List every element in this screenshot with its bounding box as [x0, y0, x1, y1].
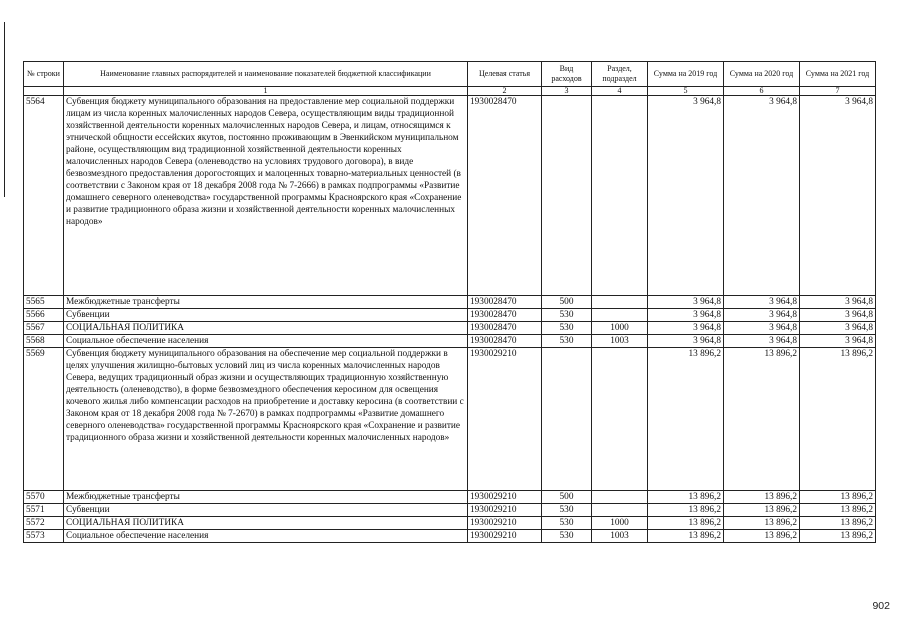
row-expense-type: 530 [542, 504, 592, 517]
row-sum-2019: 3 964,8 [648, 322, 724, 335]
row-sum-2021: 3 964,8 [800, 309, 876, 322]
row-section: 1000 [592, 517, 648, 530]
row-section [592, 491, 648, 504]
row-number: 5570 [24, 491, 64, 504]
row-target-article: 1930029210 [468, 530, 542, 543]
row-number: 5569 [24, 348, 64, 491]
row-number: 5566 [24, 309, 64, 322]
row-number: 5572 [24, 517, 64, 530]
row-expense-type [542, 96, 592, 296]
row-expense-type: 500 [542, 296, 592, 309]
table-row [24, 491, 876, 504]
row-name: Субвенция бюджету муниципального образования на предоставление мер социальной поддержки лицам из числа коренных малочисленных народов Севера, осуществляющим виды традиционной хозяйственной деятельности коренных малочисленных народов Севера, и лицам, относящимся к этнической общности ессейских якутов, постоянно проживающим в Эвенкийском муниципальном районе, осуществляющим вид традиционной хозяйственной деятельности коренных малочисленных народов Севера (оленеводство на условиях трудового договора), в виде безвозмездного предоставления дорогостоящих и малоценных товарно-материальных ценностей (в соответствии с Законом края от 18 декабря 2008 года № 7-2666) в рамках подпрограммы «Развитие домашнего северного оленеводства» государственной программы Красноярского края «Сохранение и развитие традиционного образа жизни и хозяйственной деятельности коренных малочисленных народов» [64, 96, 468, 296]
column-number [24, 87, 64, 96]
row-name: Субвенции [64, 309, 468, 322]
column-number: 3 [542, 87, 592, 96]
row-sum-2020: 3 964,8 [724, 96, 800, 296]
budget-table [23, 61, 876, 543]
row-sum-2021: 3 964,8 [800, 322, 876, 335]
row-sum-2019: 3 964,8 [648, 309, 724, 322]
table-header-row [24, 62, 876, 87]
row-target-article: 1930028470 [468, 322, 542, 335]
row-target-article: 1930028470 [468, 309, 542, 322]
row-section [592, 504, 648, 517]
row-target-article: 1930029210 [468, 517, 542, 530]
row-number: 5571 [24, 504, 64, 517]
table-row [24, 530, 876, 543]
column-number: 2 [468, 87, 542, 96]
column-number: 6 [724, 87, 800, 96]
column-number-row [24, 87, 876, 96]
row-number: 5573 [24, 530, 64, 543]
page-number: 902 [872, 600, 890, 612]
row-expense-type: 530 [542, 322, 592, 335]
row-target-article: 1930029210 [468, 491, 542, 504]
row-sum-2020: 13 896,2 [724, 517, 800, 530]
row-sum-2020: 3 964,8 [724, 335, 800, 348]
row-name: Межбюджетные трансферты [64, 491, 468, 504]
row-name: Субвенции [64, 504, 468, 517]
row-sum-2019: 3 964,8 [648, 296, 724, 309]
table-row [24, 296, 876, 309]
table-row [24, 309, 876, 322]
header-section: Раздел, подраздел [592, 62, 648, 87]
header-sum-2020: Сумма на 2020 год [724, 62, 800, 87]
table-row [24, 517, 876, 530]
row-sum-2021: 13 896,2 [800, 530, 876, 543]
row-section: 1003 [592, 530, 648, 543]
row-target-article: 1930028470 [468, 96, 542, 296]
column-number: 1 [64, 87, 468, 96]
column-number: 7 [800, 87, 876, 96]
row-sum-2019: 13 896,2 [648, 530, 724, 543]
row-sum-2020: 13 896,2 [724, 530, 800, 543]
row-name: СОЦИАЛЬНАЯ ПОЛИТИКА [64, 517, 468, 530]
row-sum-2020: 3 964,8 [724, 309, 800, 322]
row-sum-2020: 3 964,8 [724, 296, 800, 309]
row-sum-2021: 13 896,2 [800, 504, 876, 517]
row-sum-2021: 13 896,2 [800, 348, 876, 491]
row-sum-2019: 13 896,2 [648, 517, 724, 530]
column-number: 5 [648, 87, 724, 96]
row-expense-type [542, 348, 592, 491]
row-sum-2019: 3 964,8 [648, 335, 724, 348]
row-sum-2021: 13 896,2 [800, 517, 876, 530]
row-sum-2021: 3 964,8 [800, 296, 876, 309]
row-expense-type: 530 [542, 335, 592, 348]
row-name: Социальное обеспечение населения [64, 530, 468, 543]
row-section: 1000 [592, 322, 648, 335]
row-target-article: 1930029210 [468, 348, 542, 491]
row-expense-type: 530 [542, 517, 592, 530]
row-target-article: 1930029210 [468, 504, 542, 517]
row-sum-2020: 13 896,2 [724, 491, 800, 504]
row-sum-2020: 3 964,8 [724, 322, 800, 335]
row-target-article: 1930028470 [468, 335, 542, 348]
row-section [592, 348, 648, 491]
table-row [24, 96, 876, 296]
table-row [24, 348, 876, 491]
header-row-number: № строки [24, 62, 64, 87]
row-expense-type: 530 [542, 309, 592, 322]
row-number: 5568 [24, 335, 64, 348]
row-section: 1003 [592, 335, 648, 348]
row-number: 5564 [24, 96, 64, 296]
row-sum-2019: 13 896,2 [648, 348, 724, 491]
row-sum-2021: 3 964,8 [800, 335, 876, 348]
row-expense-type: 530 [542, 530, 592, 543]
row-sum-2019: 13 896,2 [648, 491, 724, 504]
column-number: 4 [592, 87, 648, 96]
margin-line [4, 22, 5, 197]
row-name: Межбюджетные трансферты [64, 296, 468, 309]
row-target-article: 1930028470 [468, 296, 542, 309]
row-sum-2020: 13 896,2 [724, 348, 800, 491]
row-sum-2021: 3 964,8 [800, 96, 876, 296]
header-sum-2019: Сумма на 2019 год [648, 62, 724, 87]
header-expense-type: Вид расходов [542, 62, 592, 87]
header-target-article: Целевая статья [468, 62, 542, 87]
row-section [592, 309, 648, 322]
header-sum-2021: Сумма на 2021 год [800, 62, 876, 87]
row-name: Субвенция бюджету муниципального образования на обеспечение мер социальной поддержки в целях улучшения жилищно-бытовых условий лиц из числа коренных малочисленных народов Севера, ведущих традиционный образ жизни и осуществляющих традиционную хозяйственную деятельность (оленеводство), в форме безвозмездного обеспечения керосином для освещения кочевого жилья либо компенсации расходов на приобретение и доставку керосина (в соответствии с Законом края от 18 декабря 2008 года № 7-2670) в рамках подпрограммы «Развитие домашнего северного оленеводства» государственной программы Красноярского края «Сохранение и развитие традиционного образа жизни и хозяйственной деятельности коренных малочисленных народов» [64, 348, 468, 491]
row-sum-2020: 13 896,2 [724, 504, 800, 517]
table-row [24, 322, 876, 335]
row-number: 5565 [24, 296, 64, 309]
row-name: СОЦИАЛЬНАЯ ПОЛИТИКА [64, 322, 468, 335]
table-row [24, 504, 876, 517]
row-sum-2021: 13 896,2 [800, 491, 876, 504]
table-row [24, 335, 876, 348]
row-sum-2019: 13 896,2 [648, 504, 724, 517]
row-section [592, 96, 648, 296]
row-section [592, 296, 648, 309]
header-name: Наименование главных распорядителей и наименование показателей бюджетной классификации [64, 62, 468, 87]
row-expense-type: 500 [542, 491, 592, 504]
row-number: 5567 [24, 322, 64, 335]
row-sum-2019: 3 964,8 [648, 96, 724, 296]
row-name: Социальное обеспечение населения [64, 335, 468, 348]
